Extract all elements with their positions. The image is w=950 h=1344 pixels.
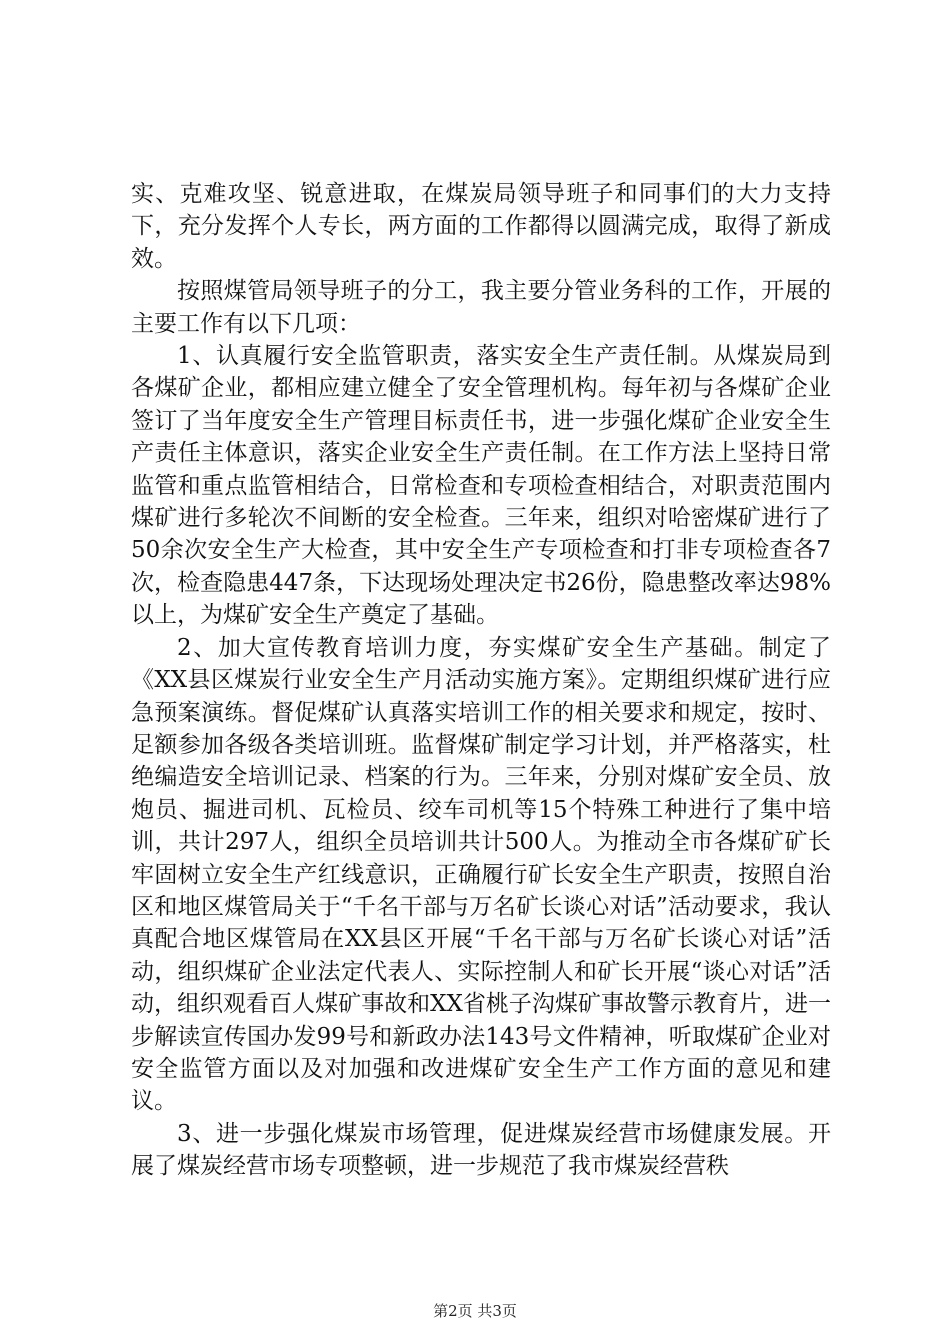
page-number-footer: 第2页 共3页 <box>433 1302 517 1320</box>
paragraph-division-of-work: 按照煤管局领导班子的分工，我主要分管业务科的工作，开展的主要工作有以下几项： <box>131 278 831 337</box>
paragraph-item-3-market-management: 3、进一步强化煤炭市场管理，促进煤炭经营市场健康发展。开展了煤炭经营市场专项整顿，进一步规范了我市煤炭经营秩 <box>131 1120 831 1180</box>
document-body <box>131 178 831 1183</box>
paragraph-item-2-training: 2、加大宣传教育培训力度，夯实煤矿安全生产基础。制定了《XX县区煤炭行业安全生产月活动实施方案》。定期组织煤矿进行应急预案演练。督促煤矿认真落实培训工作的相关要求和规定，按时、足额参加各级各类培训班。监督煤矿制定学习计划，并严格落实，杜绝编造安全培训记录、档案的行为。三年来，分别对煤矿安全员、放炮员、掘进司机、瓦检员、绞车司机等15个特殊工种进行了集中培训，共计297人，组织全员培训共计500人。为推动全市各煤矿矿长牢固树立安全生产红线意识，正确履行矿长安全生产职责，按照自治区和地区煤管局关于“千名干部与万名矿长谈心对话”活动要求，我认真配合地区煤管局在XX县区开展“千名干部与万名矿长谈心对话”活动，组织煤矿企业法定代表人、实际控制人和矿长开展“谈心对话”活动，组织观看百人煤矿事故和XX省桃子沟煤矿事故警示教育片，进一步解读宣传国办发99号和新政办法143号文件精神，听取煤矿企业对安全监管方面以及对加强和改进煤矿安全生产工作方面的意见和建议。 <box>131 634 831 1115</box>
paragraph-item-1-safety-supervision: 1、认真履行安全监管职责，落实安全生产责任制。从煤炭局到各煤矿企业，都相应建立健全了安全管理机构。每年初与各煤矿企业签订了当年度安全生产管理目标责任书，进一步强化煤矿企业安全生产责任主体意识，落实企业安全生产责任制。在工作方法上坚持日常监管和重点监管相结合，日常检查和专项检查相结合，对职责范围内煤矿进行多轮次不间断的安全检查。三年来，组织对哈密煤矿进行了50余次安全生产大检查，其中安全生产专项检查和打非专项检查各7次，检查隐患447条，下达现场处理决定书26份，隐患整改率达98%以上，为煤矿安全生产奠定了基础。 <box>131 343 831 629</box>
paragraph-continuation: 实、克难攻坚、锐意进取，在煤炭局领导班子和同事们的大力支持下，充分发挥个人专长，两方面的工作都得以圆满完成，取得了新成效。 <box>131 181 831 272</box>
